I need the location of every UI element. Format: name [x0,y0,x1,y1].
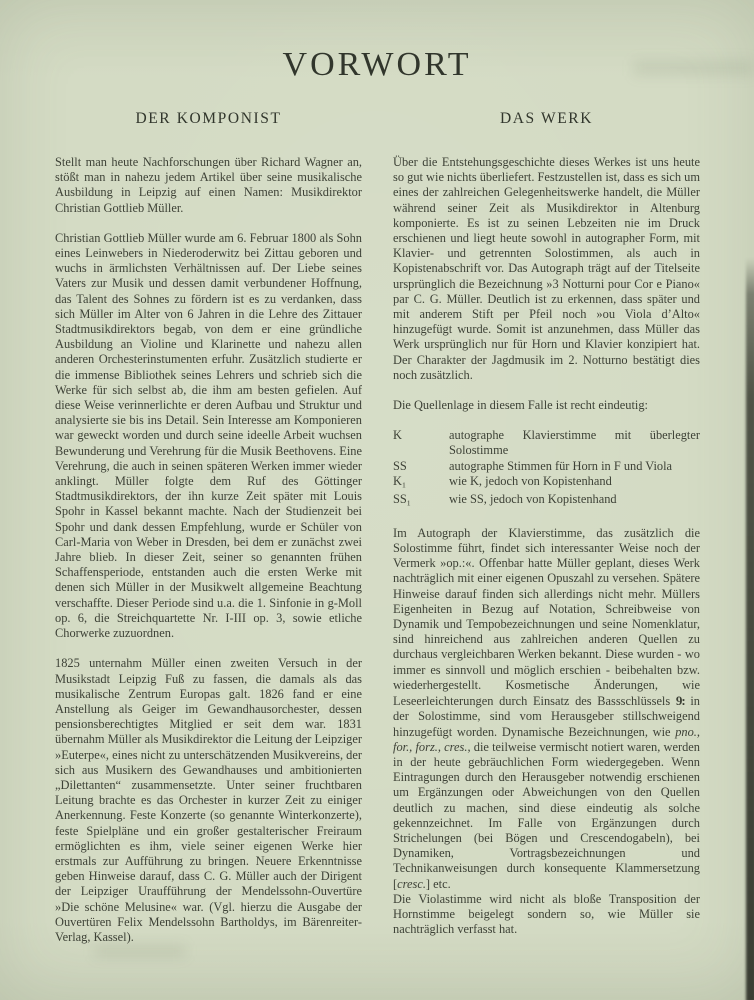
source-label-k: K [393,428,402,443]
komponist-body [55,155,362,945]
paragraph-viola: Die Violastimme wird nicht als bloße Transposition der Hornstimme beigelegt sondern so, wie Müller sie nachträglich verfasst hat. [393,891,700,937]
werk-body [393,155,700,937]
page-title: VORWORT [282,46,472,83]
source-list [393,428,700,511]
source-desc-ss1: wie SS, jedoch von Kopistenhand [449,492,617,507]
section-heading-werk: DAS WERK [499,110,594,127]
paragraph-editorial: Im Autograph der Klavierstimme, das zusätzlich die Solostimme führt, findet sich interessanter Weise noch der Vermerk »op.:«. Offenbar hatte Müller geplant, dieses Werk nachträglich mit einer eigenen Opuszahl zu versehen. Spätere Hinweise darauf finden sich allerdings nicht mehr. Müllers Eigenheiten in Bezug auf Notation, Schreibweise von Dynamik und Tempobezeichnungen und seine Nomenklatur, sind hinreichend aus zahlreichen anderen Quellen zu durchaus vergleichbaren Werken bekannt. Diese wurden - wo immer es sinnvoll und möglich erschien - beibehalten bzw. wiederhergestellt. Kosmetische Änderungen, wie Leseerleichterungen durch Einsatz des Bassschlüssels 9: in der Solostimme, sind vom Herausgeber stillschweigend hinzugefügt worden. Dynamische Bezeichnungen, wie pno., for., forz., cres., die teilweise vermischt notiert waren, werden in der heute gebräuchlichen Form wiedergegeben. Wenn Eintragungen durch den Herausgeber notwendig erschienen um Ergänzungen oder Abweichungen von den Quellen deutlich zu machen, sind diese eindeutig als solche gekennzeichnet. Im Falle von Ergänzungen durch Strichelungen (bei Bögen und Crescendogabeln), bei Dynamiken, Vortragsbezeichnungen und Technikanweisungen durch konsequente Klammersetzung [cresc.] etc. [393,525,700,891]
source-desc-k: autographe Klavierstimme mit überlegter Solostimme [449,428,700,458]
paragraph-leipzig: 1825 unternahm Müller einen zweiten Versuch in der Musikstadt Leipzig Fuß zu fassen, die damals als das musikalische Zentrum Europas galt. 1826 fand er eine Anstellung als Geiger im Gewandhausorchester, dessen pensionsberechtigtes Mitglied er seit dem war. 1831 übernahm Müller als Musikdirektor die Leitung der Leipziger »Euterpe«, eines nicht zu unterschätzenden Musikvereins, der sich aus Musikern des Gewandhauses und ambitionierten „Dilettanten“ zusammensetzte. Unter seiner fruchtbaren Leitung brachte es das Orchester in kurzer Zeit zu einiger Anerkennung. Feste Konzerte (so genannte Winterkonzerte), feste Spielpläne und ein großer gestalterischer Freiraum ermöglichten es ihm, viele seiner eigenen Werke hier erstmals zur Aufführung zu bringen. Neuere Erkenntnisse geben Hinweise darauf, dass C. G. Müller auch der Dirigent der Leipziger Uraufführung der Mendelssohn-Ouvertüre »Die schöne Melusine« war. (Vgl. hierzu die Ausgabe der Ouvertüren Felix Mendelssohn Bartholdys, im Bärenreiter-Verlag, Kassel). [55,656,362,944]
source-label-ss1: $SS_1$ [393,492,411,508]
source-label-ss: SS [393,458,407,473]
two-column-layout [55,84,700,945]
source-label-k1: $K_1$ [393,473,406,490]
scan-smudge-artifact [634,60,754,76]
source-desc-k1: wie K, jedoch von Kopistenhand [449,473,612,488]
column-komponist [55,84,362,945]
scan-edge-artifact [746,258,754,1000]
source-row-k1 [393,474,700,493]
paragraph-entstehung: Über die Entstehungsgeschichte dieses Werkes ist uns heute so gut wie nichts überliefert. Festzustellen ist, dass es sich um eines der zahlreichen Gelegenheitswerke handelt, die Müller während seiner Zeit als Musikdirektor in Altenburg komponierte. Es ist zu seinen Lebzeiten nie im Druck erschienen und liegt heute sowohl in autographer Form, mit Klavier- und getrennten Solostimmen, als auch in Kopistenabschrift vor. Das Autograph trägt auf der Titelseite ursprünglich die Bezeichnung »3 Notturni pour Cor e Piano« par C. G. Müller. Deutlich ist zu erkennen, dass später und mit anderem Stift per Pfeil noch »ou Viola d’Alto« hinzugefügt wurde. Somit ist anzunehmen, dass Müller das Werk ursprünglich nur für Horn und Klavier konzipiert hat. Der Charakter der Jagdmusik im 2. Notturno bestätigt dies noch zusätzlich. [393,155,700,382]
sources-intro: Die Quellenlage in diesem Falle ist recht eindeutig: [393,398,648,413]
paragraph-wagner-intro: Stellt man heute Nachforschungen über Richard Wagner an, stößt man in nahezu jedem Artikel über seine musikalische Ausbildung in Leipzig auf einen Namen: Musikdirektor Christian Gottlieb Müller. [55,155,362,215]
paragraph-biography: Christian Gottlieb Müller wurde am 6. Februar 1800 als Sohn eines Leinwebers in Niederoderwitz bei Zittau geboren und wuchs in ärmlichsten Verhältnissen auf. Der Liebe seines Vaters zur Musik und dessen damit verbundener Hoffnung, das Talent des Sohnes zu fördern ist es zu verdanken, dass sich Müller im Alter von 6 Jahren in die Lehre des Zittauer Stadtmusikdirektors begab, von dem er eine gründliche Ausbildung an Violine und Klarinette und nahezu allen anderen Orchesterinstumenten erfuhr. Zusätzlich studierte er die immense Bibliothek seines Lehrers und schrieb sich die Werke für sich selbst ab, die ihm am besten gefielen. Auf diese Weise verinnerlichte er deren Aufbau und Struktur und analysierte sie bis ins Detail. Sein Interesse am Komponieren war geweckt worden und durch seine ideelle Arbeit wuchsen Bewunderung und Verehrung für die Musik Beethovens. Eine Verehrung, die auch in seinen späteren Werken immer wieder anklingt. Müller folgte dem Ruf des Göttinger Stadtmusikdirektors, der ihn kurze Zeit später mit Louis Spohr in Kassel bekannt machte. Nach der Studienzeit bei Spohr und dank dessen Empfehlung, wurde er Schüler von Carl-Maria von Weber in Dresden, bei dem er zunächst zwei Jahre blieb. In dieser Zeit, seiner so genannten frühen Schaffensperiode, entstanden auch die ersten Werke mit denen sich Müller in der Musikwelt allgemeine Beachtung verschaffte. Dieser Periode sind u.a. die 1. Sinfonie in g-Moll op. 6, die Streichquartette Nr. I-III op. 3, sowie etliche Chorwerke zuzuordnen. [55,230,362,641]
source-row-k [393,428,700,458]
column-werk [393,84,700,945]
scan-smudge-artifact [95,945,185,957]
source-row-ss [393,459,700,474]
section-heading-komponist: DER KOMPONIST [135,110,282,127]
source-row-ss1 [393,492,700,511]
source-desc-ss: autographe Stimmen für Horn in F und Viola [449,458,673,473]
